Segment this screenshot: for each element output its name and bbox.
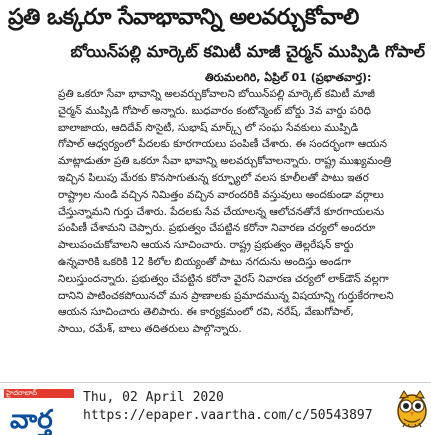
article-dateline: తిరుమలగిరి, ఏప్రిల్ 01 (ప్రభాతవార్త): xyxy=(205,71,372,84)
body-line: గోపాల్ ఆధ్వర్యంలో పేదలకు కూరగాయలు పంపిణీ చేశారు. ఈ సందర్భంగా ఆయన xyxy=(58,138,388,151)
vaartha-logo xyxy=(4,389,74,435)
body-line: పంపిణీ చేశామని చెప్పారు. ప్రభుత్వం చేపట్టిన కరోనా నివారణ చర్యలో అందరూ xyxy=(58,222,376,235)
logo-mark xyxy=(4,398,74,435)
body-line: సాయి, రమేశ్, బాలు తదితరులు పాల్గొన్నారు. xyxy=(58,323,242,336)
body-line: ఉన్నవారికి ఒకరికి 12 కిలోల బియ్యంతో పాటు నగదును అందిస్తు అండగా xyxy=(58,255,351,268)
body-line: చేస్తున్నామని గుర్తు చేశారు. పేదలకు సేవ చేయాలన్న ఆలోచనతోనే కూరగాయలను xyxy=(58,205,385,218)
article-subheadline: బోయిన్‌పల్లి మార్కెట్ కమిటీ మాజీ చైర్మన్ ముప్పిడి గోపాల్ xyxy=(70,42,425,61)
body-line: ప్రతి ఒకరూ సేవా భావాన్ని అలవర్చుకోవాలని బోయిన్‌పల్లి మార్కెట్ కమిటీ మాజీ xyxy=(58,88,375,100)
body-line: ఆయన సూచించారు తెలిపారు. ఈ కార్యక్రమంలో రవి, నరేష్, వేణుగోపాల్, xyxy=(58,306,354,319)
body-line: బాలాజాయ, ఆదిదేవ్ సొసైటీ, సుభాష్ మార్క్స్ లో సంఘ సేవకులు ముప్పిడి xyxy=(58,121,359,134)
body-line: దానిని పాటించకపోయినచో మన ప్రాణాలకు ప్రమాదమున్న విషయాన్ని గుర్తుకేరగాలని xyxy=(58,289,394,302)
owl-mascot-icon xyxy=(395,388,429,428)
logo-mark-text: వార్త xyxy=(10,405,53,435)
body-line: ఇచ్చిన పిలుపు మేరకు కొనసాగుతున్న కర్ఫ్యూలో వలస కూలీలతో పాటు ఇతర xyxy=(58,171,369,184)
footer-url-link[interactable]: https://epaper.vaartha.com/c/50543897 xyxy=(83,408,373,423)
article-body xyxy=(58,86,428,376)
body-line: రాష్ట్రాల నుండి వచ్చిన నిమిత్తం వచ్చిన వారందరికి వస్తువులు అందకుండా వర్గాలు xyxy=(58,188,384,201)
body-line: చైర్మన్ ముప్పిడి గోపాల్ అన్నారు. బుధవారం కంటోన్మెంట్ బోర్డు 3వ వార్డు పరిధి xyxy=(58,104,371,117)
body-line: నిలుస్తుందన్నారు. ప్రభుత్వం చేపట్టిన కరోనా వైరస్ నివారణ చర్యలో లాక్‌డౌన్ వల్లగా xyxy=(58,272,389,285)
logo-band xyxy=(4,389,74,398)
body-line: మాట్లాడుతూ ప్రతి ఒకరూ సేవా భావాన్ని అలవర్చుకోవాలన్నారు. రాష్ట్ర ముఖ్యమంత్రి xyxy=(58,155,392,168)
body-line: పాలుపంచుకోవాలని ఆయన సూచించారు. రాష్ట్ర ప్రభుత్వం తెల్లరేషన్ కార్డు xyxy=(58,239,354,252)
article-headline: ప్రతి ఒక్కరూ సేవాభావాన్ని అలవర్చుకోవాలి xyxy=(8,5,359,30)
footer-date: Thu, 02 April 2020 xyxy=(83,390,224,405)
logo-band-text: హైదరాబాద్ xyxy=(6,389,38,397)
